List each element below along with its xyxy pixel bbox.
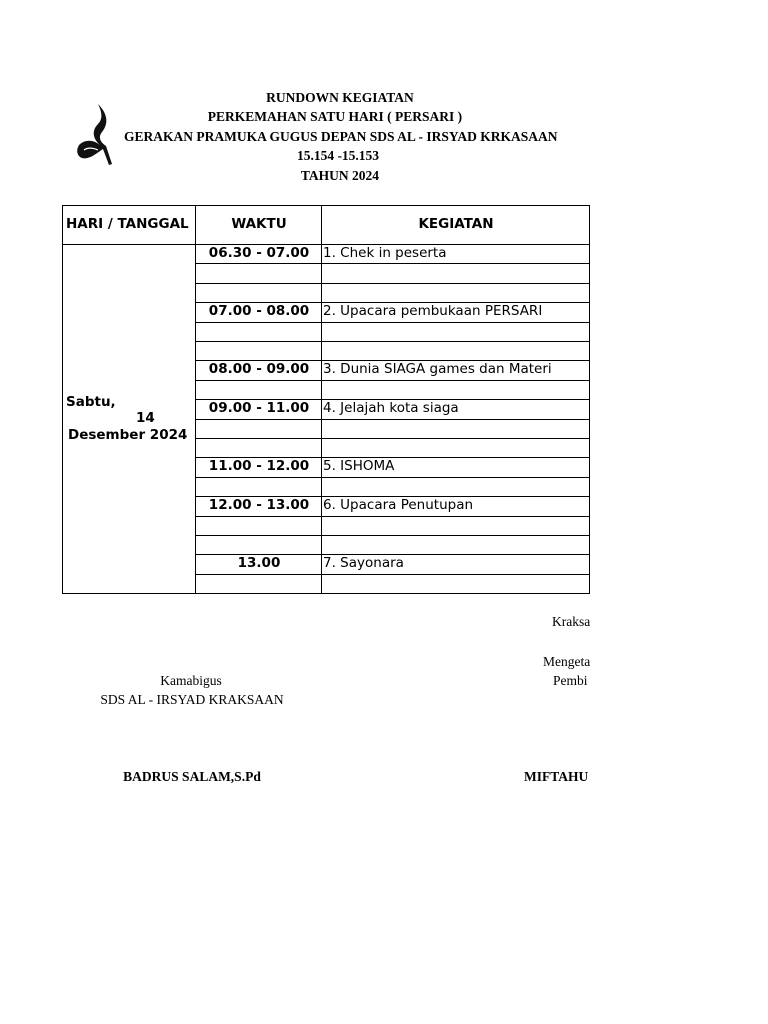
row-divider (195, 574, 590, 575)
row-divider (195, 535, 590, 536)
time-cell: 07.00 - 08.00 (208, 303, 310, 319)
row-divider (195, 438, 590, 439)
column-header-day: HARI / TANGGAL (66, 216, 189, 232)
left-signer-role-1: Kamabigus (160, 673, 222, 688)
right-signature-clip (440, 600, 590, 800)
column-header-activity: KEGIATAN (418, 216, 494, 232)
activity-cell: 2. Upacara pembukaan PERSARI (323, 303, 543, 319)
activity-cell: 5. ISHOMA (323, 458, 395, 474)
row-divider (195, 380, 590, 381)
left-signer-role-2: SDS AL - IRSYAD KRAKSAAN (100, 692, 284, 707)
row-divider (195, 477, 590, 478)
title-line-1: RUNDOWN KEGIATAN (266, 90, 414, 105)
day-cell-line-2: 14 (136, 410, 155, 426)
row-divider (195, 341, 590, 342)
activity-cell: 3. Dunia SIAGA games dan Materi (323, 361, 552, 377)
day-cell-line-1: Sabtu, (66, 394, 116, 410)
activity-cell: 7. Sayonara (323, 555, 404, 571)
time-cell: 12.00 - 13.00 (208, 497, 310, 513)
row-divider (195, 322, 590, 323)
time-cell: 08.00 - 09.00 (208, 361, 310, 377)
place-date: Kraksa (552, 614, 590, 629)
title-line-4: 15.154 -15.153 (296, 148, 380, 163)
table-border-bottom (62, 593, 590, 594)
row-divider (195, 516, 590, 517)
schedule-table (62, 205, 590, 594)
time-cell: 13.00 (237, 555, 281, 571)
row-divider (195, 283, 590, 284)
table-border-top (62, 205, 590, 206)
title-line-3: GERAKAN PRAMUKA GUGUS DEPAN SDS AL - IRSYAD KRKASAAN (124, 129, 558, 144)
table-border-left (62, 205, 63, 594)
day-cell-line-3: Desember 2024 (68, 427, 188, 443)
row-divider (195, 263, 590, 264)
activity-cell: 4. Jelajah kota siaga (323, 400, 459, 416)
document-header (0, 0, 768, 200)
title-line-5: TAHUN 2024 (300, 168, 380, 183)
right-signer-name: MIFTAHU (524, 769, 589, 784)
right-signer-role-2: Pembi (553, 673, 588, 688)
activity-cell: 6. Upacara Penutupan (323, 497, 474, 513)
column-header-time: WAKTU (231, 216, 287, 232)
activity-cell: 1. Chek in peserta (323, 245, 447, 261)
row-divider (195, 419, 590, 420)
left-signer-name: BADRUS SALAM,S.Pd (123, 769, 261, 784)
time-cell: 06.30 - 07.00 (208, 245, 310, 261)
time-cell: 09.00 - 11.00 (208, 400, 310, 416)
title-line-2: PERKEMAHAN SATU HARI ( PERSARI ) (207, 109, 463, 124)
time-cell: 11.00 - 12.00 (208, 458, 310, 474)
right-signer-role-1: Mengeta (543, 654, 590, 669)
